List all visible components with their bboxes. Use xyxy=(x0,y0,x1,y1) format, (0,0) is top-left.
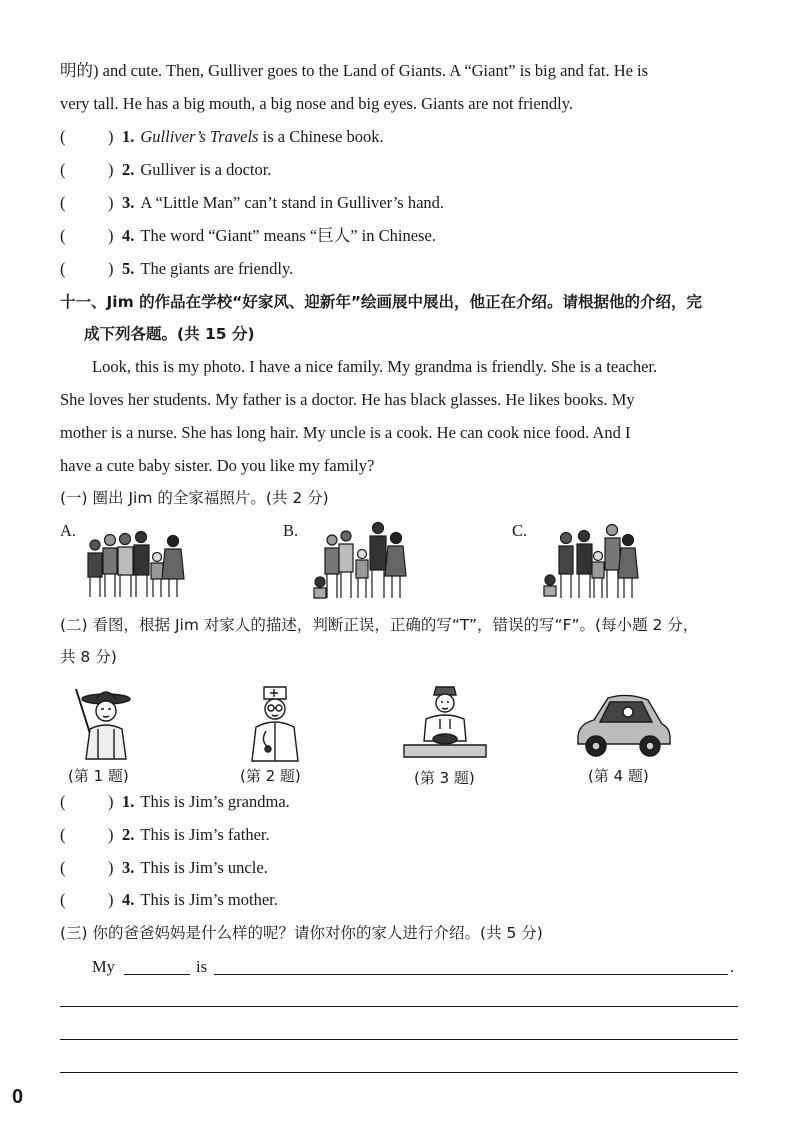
answer-blank[interactable]: ( ) xyxy=(60,792,114,811)
question-row: ( ) 1. Gulliver’s Travels is a Chinese book. xyxy=(60,127,384,146)
writing-line[interactable] xyxy=(60,1039,738,1040)
writing-line[interactable] xyxy=(60,1006,738,1007)
description-blank[interactable] xyxy=(214,974,728,975)
period: . xyxy=(730,957,735,976)
answer-blank[interactable]: ( ) xyxy=(60,226,114,245)
caption-2: (第 2 题) xyxy=(240,767,301,785)
cook-picture xyxy=(400,683,490,765)
question-row: ( ) 4. This is Jim’s mother. xyxy=(60,890,278,909)
answer-blank[interactable]: ( ) xyxy=(60,127,114,146)
question-row: ( ) 2. This is Jim’s father. xyxy=(60,825,270,844)
family-photo-b[interactable] xyxy=(308,518,408,604)
jim-passage-line-1: Look, this is my photo. I have a nice family. My grandma is friendly. She is a teacher. xyxy=(92,357,658,376)
question-row: ( ) 1. This is Jim’s grandma. xyxy=(60,792,290,811)
answer-blank[interactable]: ( ) xyxy=(60,858,114,877)
farmer-picture xyxy=(68,685,138,765)
doctor-picture xyxy=(240,683,310,765)
part2-instruction-cont: 共 8 分) xyxy=(60,648,117,666)
section-heading-cont: 成下列各题。(共 15 分) xyxy=(84,325,255,343)
answer-blank[interactable]: ( ) xyxy=(60,259,114,278)
section-heading: 十一、Jim 的作品在学校“好家风、迎新年”绘画展中展出，他正在介绍。请根据他的介绍，完 xyxy=(60,293,703,311)
option-a-label: A. xyxy=(60,521,77,540)
answer-blank[interactable]: ( ) xyxy=(60,890,114,909)
part3-instruction: (三) 你的爸爸妈妈是什么样的呢？请你对你的家人进行介绍。(共 5 分) xyxy=(60,924,543,942)
passage-line-1: 明的) and cute. Then, Gulliver goes to the Land of Giants. A “Giant” is big and fat. He is xyxy=(60,61,649,80)
passage-line-2: very tall. He has a big mouth, a big nose and big eyes. Giants are not friendly. xyxy=(60,94,574,113)
caption-3: (第 3 题) xyxy=(414,769,475,787)
part1-instruction: (一) 圈出 Jim 的全家福照片。(共 2 分) xyxy=(60,489,329,507)
book-title: Gulliver’s Travels xyxy=(140,127,259,146)
option-b-label: B. xyxy=(283,521,299,540)
family-member-blank[interactable] xyxy=(124,974,190,975)
car-picture xyxy=(572,688,672,760)
question-row: ( ) 5. The giants are friendly. xyxy=(60,259,294,278)
caption-4: (第 4 题) xyxy=(588,767,649,785)
jim-passage-line-4: have a cute baby sister. Do you like my family? xyxy=(60,456,375,475)
jim-passage-line-3: mother is a nurse. She has long hair. My uncle is a cook. He can cook nice food. And I xyxy=(60,423,631,442)
part2-instruction: (二) 看图，根据 Jim 对家人的描述，判断正误，正确的写“T”，错误的写“F”。(每小题 2 分， xyxy=(60,616,699,634)
my-label: My xyxy=(92,957,115,976)
question-row: ( ) 4. The word “Giant” means “巨人” in Chinese. xyxy=(60,226,436,245)
is-label: is xyxy=(196,957,208,976)
answer-blank[interactable]: ( ) xyxy=(60,193,114,212)
question-row: ( ) 2. Gulliver is a doctor. xyxy=(60,160,272,179)
family-photo-c[interactable] xyxy=(540,520,640,604)
writing-line[interactable] xyxy=(60,1072,738,1073)
caption-1: (第 1 题) xyxy=(68,767,129,785)
family-photo-a[interactable] xyxy=(85,525,185,603)
option-c-label: C. xyxy=(512,521,528,540)
jim-passage-line-2: She loves her students. My father is a doctor. He has black glasses. He likes books. My xyxy=(60,390,635,409)
answer-blank[interactable]: ( ) xyxy=(60,160,114,179)
answer-blank[interactable]: ( ) xyxy=(60,825,114,844)
question-row: ( ) 3. A “Little Man” can’t stand in Gulliver’s hand. xyxy=(60,193,445,212)
page-number: 0 xyxy=(12,1086,24,1108)
question-row: ( ) 3. This is Jim’s uncle. xyxy=(60,858,268,877)
